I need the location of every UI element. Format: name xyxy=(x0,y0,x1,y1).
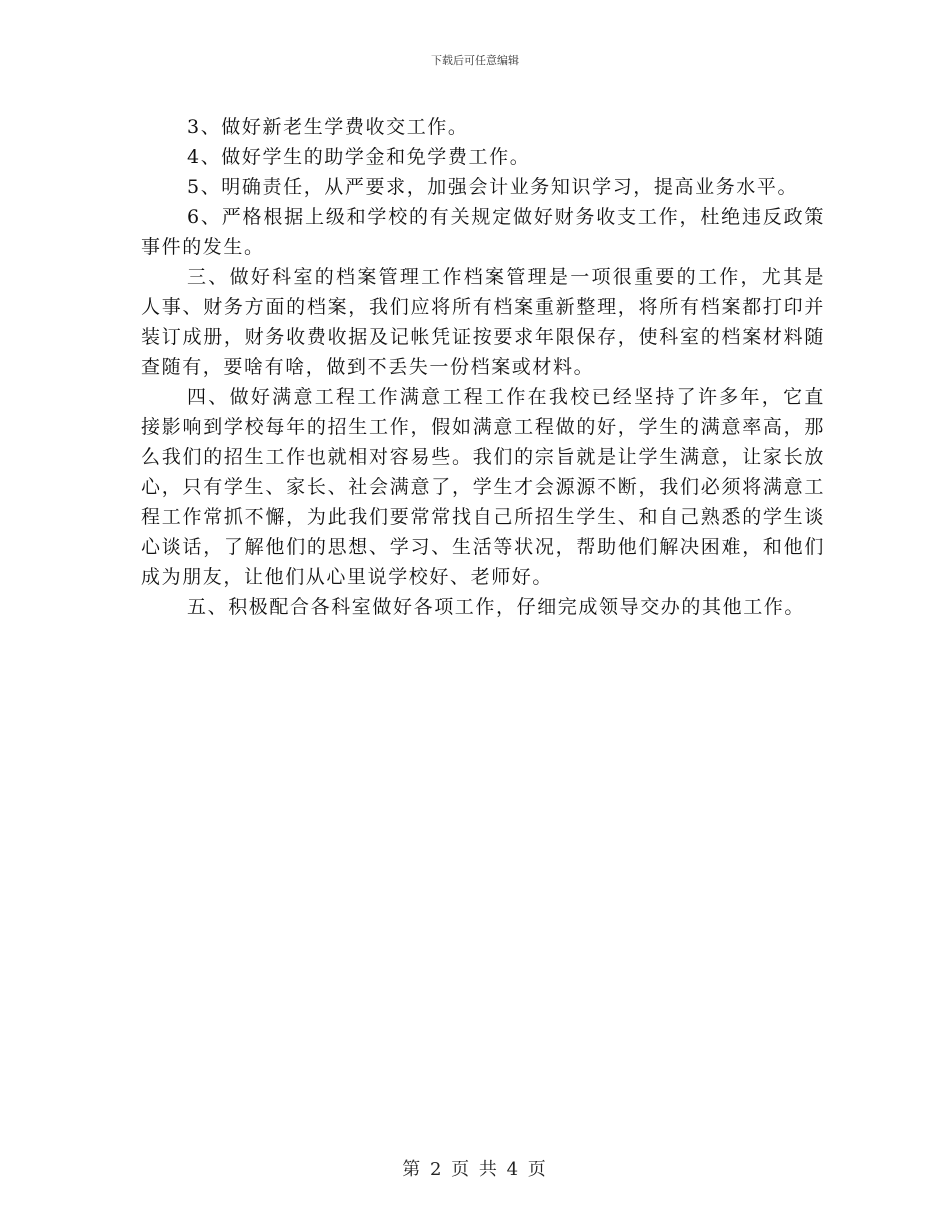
paragraph-item-6: 6、严格根据上级和学校的有关规定做好财务收支工作，杜绝违反政策事件的发生。 xyxy=(141,206,825,258)
paragraph-section-3: 三、做好科室的档案管理工作档案管理是一项很重要的工作，尤其是人事、财务方面的档案，我们应将所有档案重新整理，将所有档案都打印并装订成册，财务收费收据及记帐凭证按要求年限保存，使科室的档案材料随查随有，要啥有啥，做到不丢失一份档案或材料。 xyxy=(141,266,825,378)
paragraph-item-5: 5、明确责任，从严要求，加强会计业务知识学习，提高业务水平。 xyxy=(187,176,799,198)
document-body xyxy=(141,112,825,622)
paragraph-item-4: 4、做好学生的助学金和免学费工作。 xyxy=(187,146,531,168)
paragraph-section-4: 四、做好满意工程工作满意工程工作在我校已经坚持了许多年，它直接影响到学校每年的招生工作，假如满意工程做的好，学生的满意率高，那么我们的招生工作也就相对容易些。我们的宗旨就是让学生满意，让家长放心，只有学生、家长、社会满意了，学生才会源源不断，我们必须将满意工程工作常抓不懈，为此我们要常常找自己所招生学生、和自己熟悉的学生谈心谈话，了解他们的思想、学习、生活等状况，帮助他们解决困难，和他们成为朋友，让他们从心里说学校好、老师好。 xyxy=(141,386,825,588)
paragraph-section-5: 五、积极配合各科室做好各项工作，仔细完成领导交办的其他工作。 xyxy=(187,596,806,618)
page-header: 下载后可任意编辑 xyxy=(431,54,519,67)
page-footer: 第 2 页 共 4 页 xyxy=(402,1159,548,1180)
paragraph-item-3: 3、做好新老生学费收交工作。 xyxy=(187,116,469,138)
